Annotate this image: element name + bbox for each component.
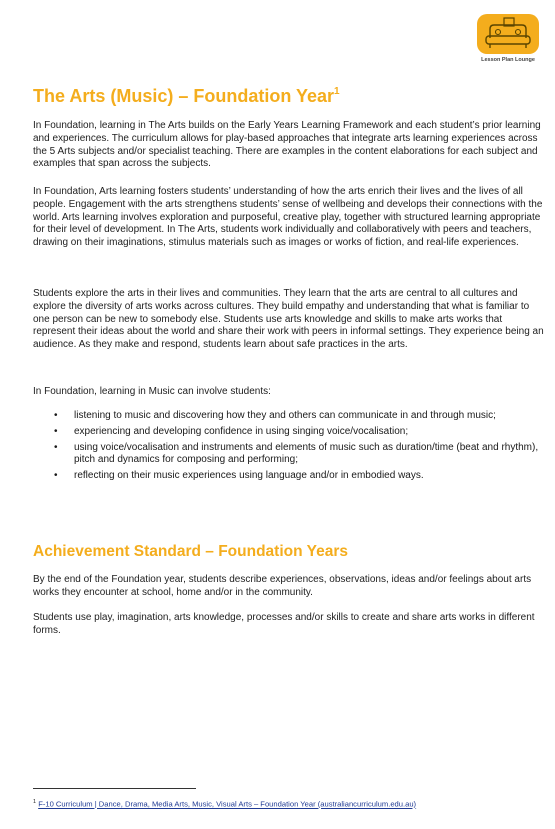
footnote-divider xyxy=(33,788,196,789)
bullet-icon: • xyxy=(54,441,58,453)
page-title xyxy=(33,86,340,107)
music-learning-list xyxy=(33,410,543,486)
achievement-paragraph-1: By the end of the Foundation year, students describe experiences, observations, ideas and/or feelings about arts works they encounter at school, home and/or in the community. xyxy=(33,574,532,598)
music-intro-paragraph: In Foundation, learning in Music can involve students: xyxy=(33,386,271,397)
footnote xyxy=(33,799,416,809)
bullet-icon: • xyxy=(54,410,58,421)
footnote-ref[interactable]: 1 xyxy=(334,86,340,97)
page-title-text: The Arts (Music) – Foundation Year xyxy=(33,86,335,106)
achievement-paragraph-2: Students use play, imagination, arts knowledge, processes and/or skills to create and share arts works in different forms. xyxy=(33,612,535,636)
intro-paragraph-1: In Foundation, learning in The Arts builds on the Early Years Learning Framework and each student’s prior learning and experiences. The curriculum allows for play-based approaches that integrate arts learning experiences across the 5 Arts subjects and/or specialist teaching. There are examples in the content elaborations for each subject and examples that span across the subjects. xyxy=(33,120,541,170)
intro-paragraph-3: Students explore the arts in their lives and communities. They learn that the arts are central to all cultures and explore the diversity of arts works across cultures. They build empathy and understanding that what is familiar to one person can be new to somebody else. Students use arts knowledge and skills to make arts works that represent their ideas about the world and share their work with peers in informal settings. They experience being an audience. As they make and respond, students learn about safe practices in the arts. xyxy=(33,288,544,351)
curriculum-link[interactable]: F-10 Curriculum | Dance, Drama, Media Arts, Music, Visual Arts – Foundation Year (australiancurriculum.edu.au) xyxy=(38,799,417,809)
list-item: • using voice/vocalisation and instruments and elements of music such as duration/time (beat and rhythm), pitch and dynamics for composing and performing; xyxy=(54,441,539,466)
list-item: • reflecting on their music experiences using language and/or in embodied ways. xyxy=(54,470,424,482)
list-item: • experiencing and developing confidence in using singing voice/vocalisation; xyxy=(54,425,409,437)
footnote-number: 1 xyxy=(33,799,37,805)
achievement-standard-heading: Achievement Standard – Foundation Years xyxy=(33,543,348,560)
logo-text: Lesson Plan Lounge xyxy=(481,57,535,63)
list-item: • listening to music and discovering how they and others can communicate in and through music; xyxy=(54,410,496,421)
bullet-icon: • xyxy=(54,470,58,482)
sofa-icon xyxy=(476,12,540,56)
intro-paragraph-2: In Foundation, Arts learning fosters students’ understanding of how the arts enrich their lives and the lives of all people. Engagement with the arts strengthens students’ sense of wellbeing and develops their connections with the world. Arts learning involves exploration and purposeful, creative play, together with structured learning appropriate for their level of development. In The Arts, students work individually and collaboratively with peers and teachers, drawing on their imaginations, stimulus materials such as images or works of fiction, and real-life experiences. xyxy=(33,186,543,249)
bullet-icon: • xyxy=(54,425,58,437)
lesson-plan-lounge-logo xyxy=(474,12,542,70)
